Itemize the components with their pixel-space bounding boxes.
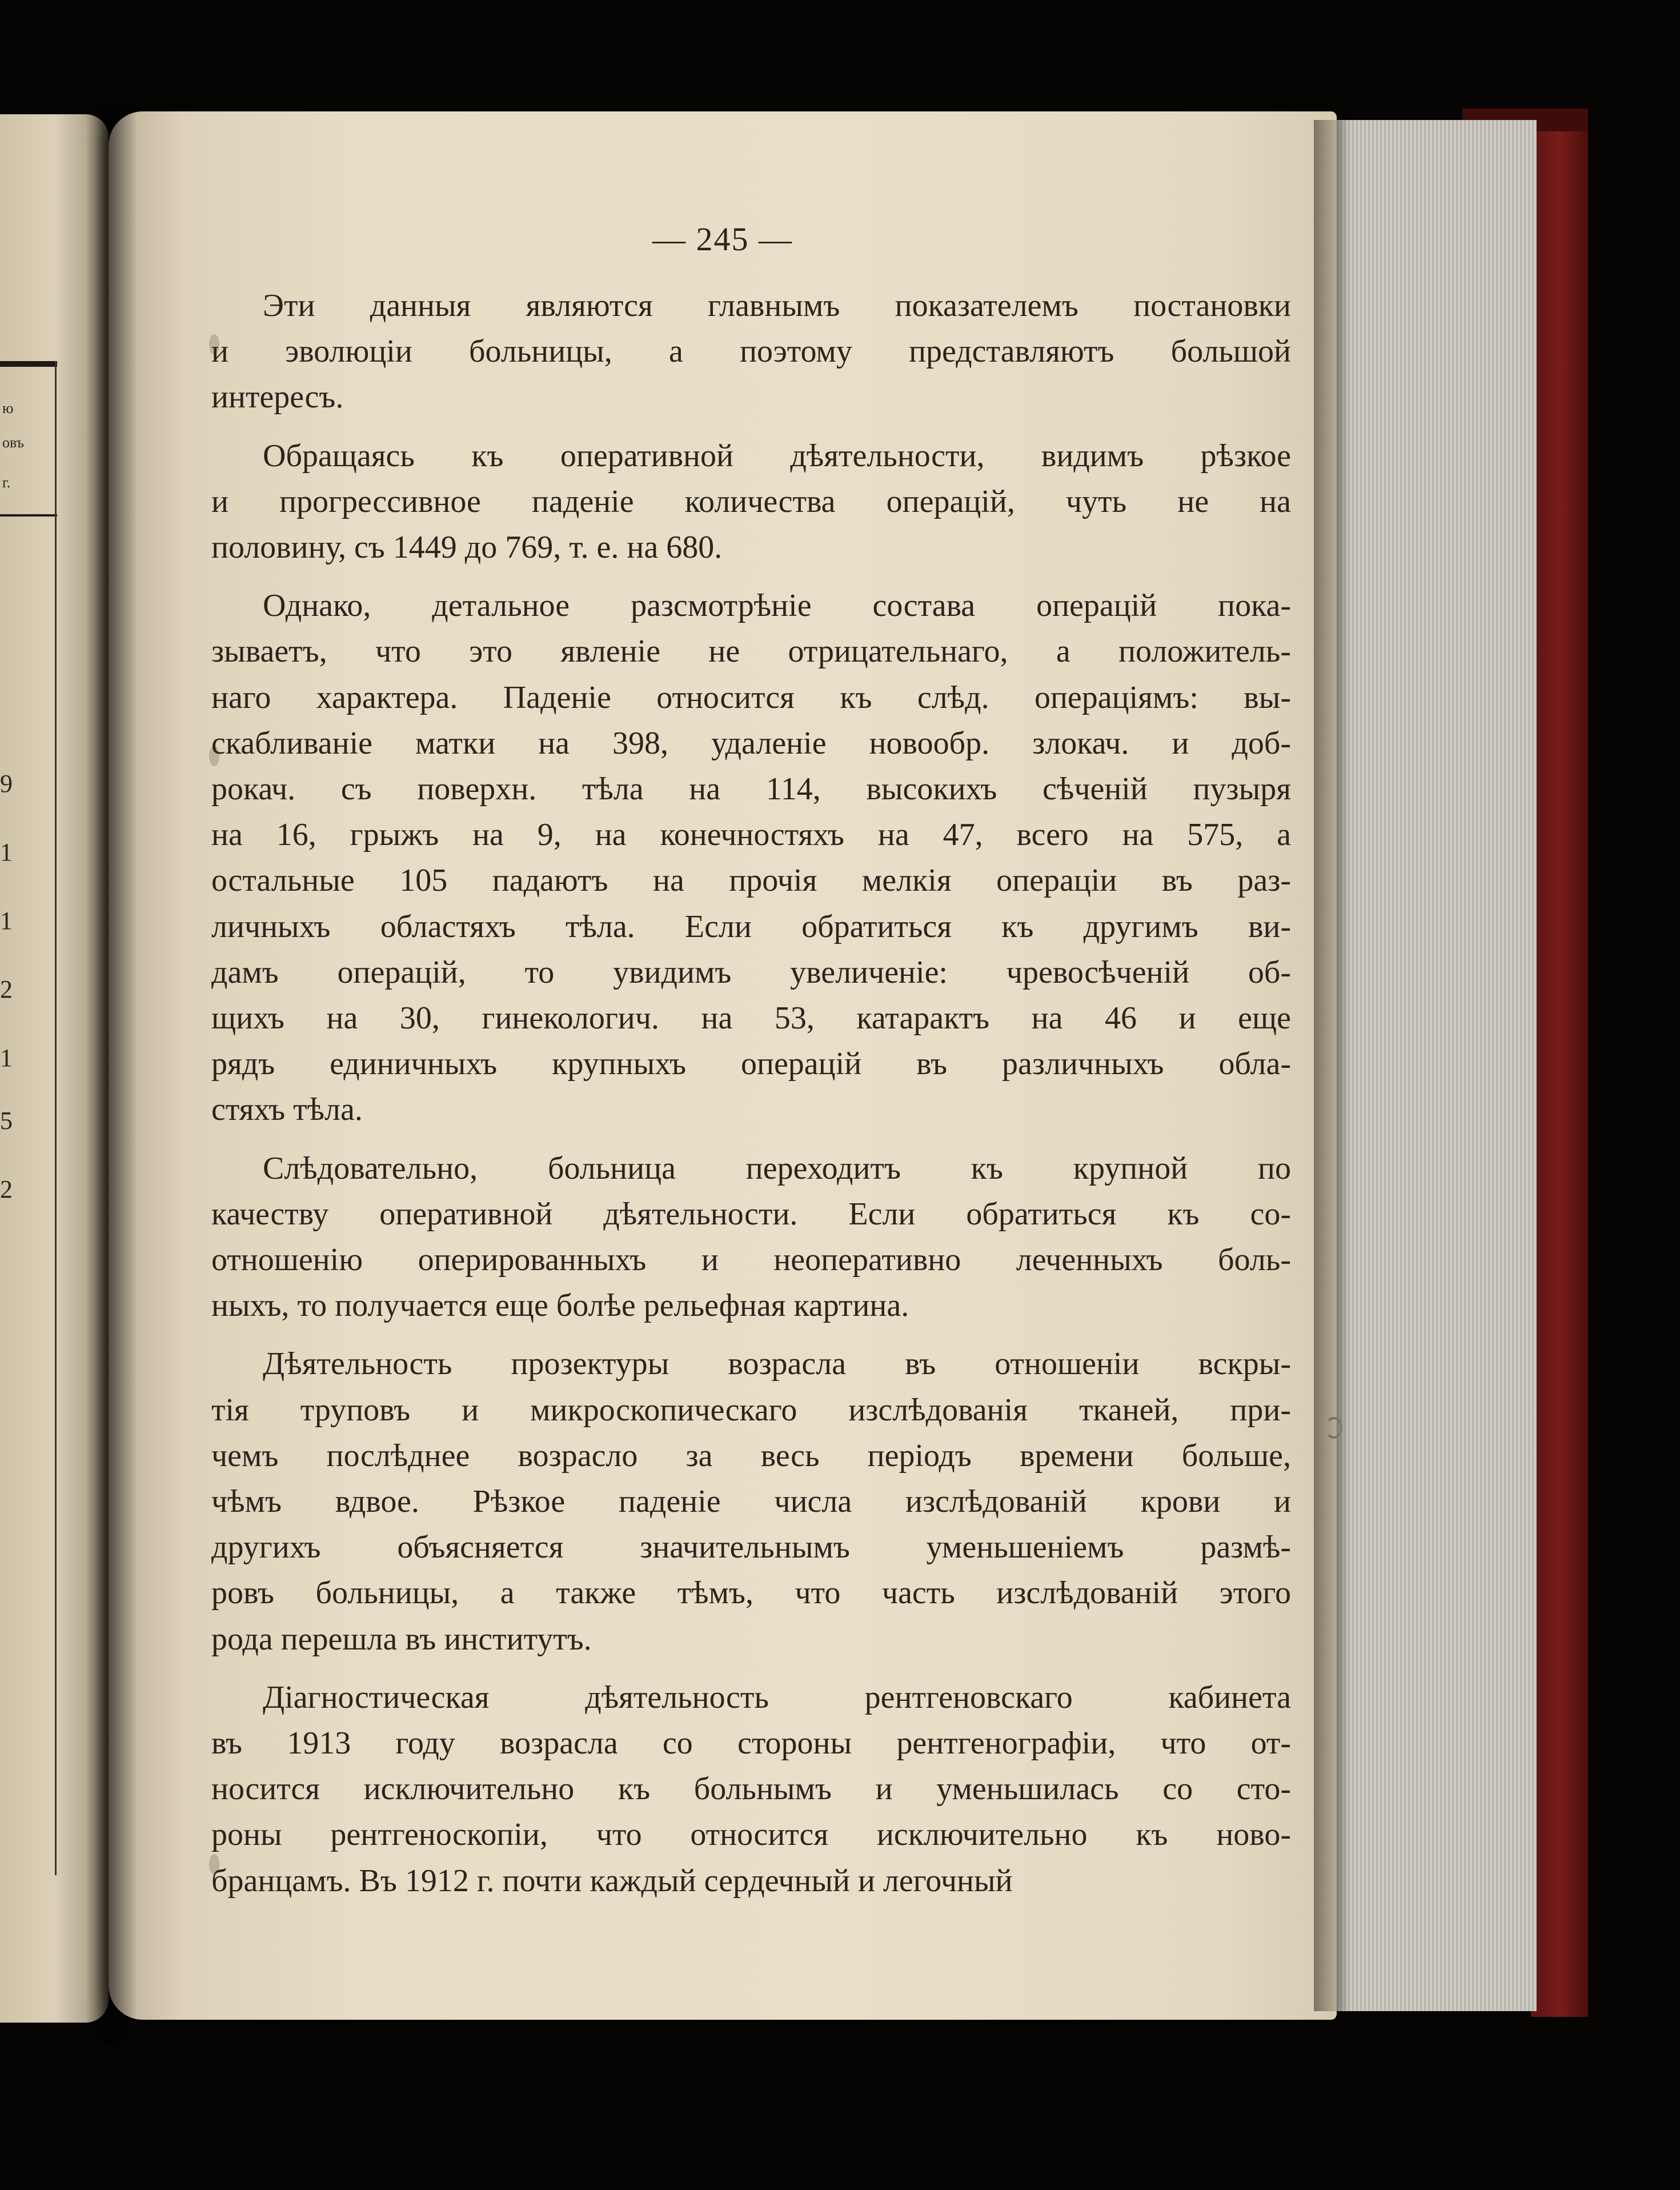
text-line: тія труповъ и микроскопическаго изслѣдованія тканей, при- bbox=[211, 1392, 1291, 1428]
table-cell-fragment: 2 bbox=[0, 975, 13, 1003]
table-cell-fragment: 5 bbox=[0, 1107, 13, 1135]
table-cell-fragment: 1 bbox=[0, 1044, 13, 1072]
text-line: чемъ послѣднее возрасло за весь періодъ времени больше, bbox=[211, 1438, 1291, 1474]
text-line: ровъ больницы, а также тѣмъ, что часть изслѣдованій этого bbox=[211, 1575, 1291, 1611]
text-line: и прогрессивное паденіе количества операцій, чуть не на bbox=[211, 483, 1291, 519]
text-line: рокач. съ поверхн. тѣла на 114, высокихъ сѣченій пузыря bbox=[211, 771, 1291, 807]
text-line: качеству оперативной дѣятельности. Если обратиться къ со- bbox=[211, 1196, 1291, 1232]
table-column-line bbox=[55, 361, 57, 1875]
page-edges-shadow bbox=[1314, 120, 1348, 2011]
text-line: рядъ единичныхъ крупныхъ операцій въ различныхъ обла- bbox=[211, 1046, 1291, 1082]
text-line: бранцамъ. Въ 1912 г. почти каждый сердечный и легочный bbox=[211, 1863, 1013, 1899]
table-cell-fragment: 1 bbox=[0, 838, 13, 866]
text-line: и эволюціи больницы, а поэтому представляютъ большой bbox=[211, 334, 1291, 370]
text-line: носится исключительно къ больнымъ и уменьшилась со сто- bbox=[211, 1771, 1291, 1807]
text-line: половину, съ 1449 до 769, т. е. на 680. bbox=[211, 530, 723, 565]
text-line: остальные 105 падаютъ на прочія мелкія операціи въ раз- bbox=[211, 863, 1291, 899]
table-header-fragment: г. bbox=[2, 474, 11, 491]
text-line: на 16, грыжъ на 9, на конечностяхъ на 47, всего на 575, а bbox=[211, 817, 1291, 853]
text-line: Эти данныя являются главнымъ показателемъ постановки bbox=[263, 288, 1291, 323]
text-line: Однако, детальное разсмотрѣніе состава операцій пока- bbox=[263, 588, 1291, 624]
table-rule bbox=[0, 514, 57, 517]
page-number: — 245 — bbox=[652, 221, 793, 258]
text-line: наго характера. Паденіе относится къ слѣд. операціямъ: вы- bbox=[211, 679, 1291, 715]
book-cover-edge bbox=[1531, 131, 1588, 2017]
book-gutter bbox=[86, 103, 137, 2045]
table-cell-fragment: 2 bbox=[0, 1175, 13, 1203]
text-line: другихъ объясняется значительнымъ уменьшеніемъ размѣ- bbox=[211, 1530, 1291, 1566]
text-line: Обращаясь къ оперативной дѣятельности, видимъ рѣзкое bbox=[263, 438, 1291, 474]
text-line: Діагностическая дѣятельность рентгеновскаго кабинета bbox=[263, 1679, 1291, 1715]
text-line: интересъ. bbox=[211, 379, 344, 415]
text-line: скабливаніе матки на 398, удаленіе новообр. злокач. и доб- bbox=[211, 725, 1291, 761]
table-cell-fragment: 1 bbox=[0, 907, 13, 935]
text-line: стяхъ тѣла. bbox=[211, 1092, 363, 1128]
text-line: зываетъ, что это явленіе не отрицательнаго, а положитель- bbox=[211, 634, 1291, 670]
table-cell-fragment: 9 bbox=[0, 770, 13, 798]
text-line: щихъ на 30, гинекологич. на 53, катарактъ на 46 и еще bbox=[211, 1000, 1291, 1036]
text-line: ныхъ, то получается еще болѣе рельефная картина. bbox=[211, 1288, 909, 1324]
text-line: отношенію оперированныхъ и неоперативно леченныхъ боль- bbox=[211, 1242, 1291, 1278]
book-page bbox=[109, 111, 1337, 2020]
text-line: рода перешла въ институтъ. bbox=[211, 1621, 592, 1657]
table-header-fragment: овъ bbox=[2, 434, 25, 451]
text-line: въ 1913 году возрасла со стороны рентгенографіи, что от- bbox=[211, 1725, 1291, 1761]
text-line: дамъ операцій, то увидимъ увеличеніе: чревосѣченій об- bbox=[211, 954, 1291, 990]
text-line: личныхъ областяхъ тѣла. Если обратиться къ другимъ ви- bbox=[211, 908, 1291, 944]
table-header-fragment: ю bbox=[2, 400, 14, 417]
text-line: Слѣдовательно, больница переходитъ къ крупной по bbox=[263, 1150, 1291, 1186]
text-line: роны рентгеноскопіи, что относится исключительно къ ново- bbox=[211, 1817, 1291, 1853]
table-rule bbox=[0, 361, 57, 367]
text-line: Дѣятельность прозектуры возрасла въ отношеніи вскры- bbox=[263, 1346, 1291, 1382]
text-line: чѣмъ вдвое. Рѣзкое паденіе числа изслѣдованій крови и bbox=[211, 1484, 1291, 1519]
